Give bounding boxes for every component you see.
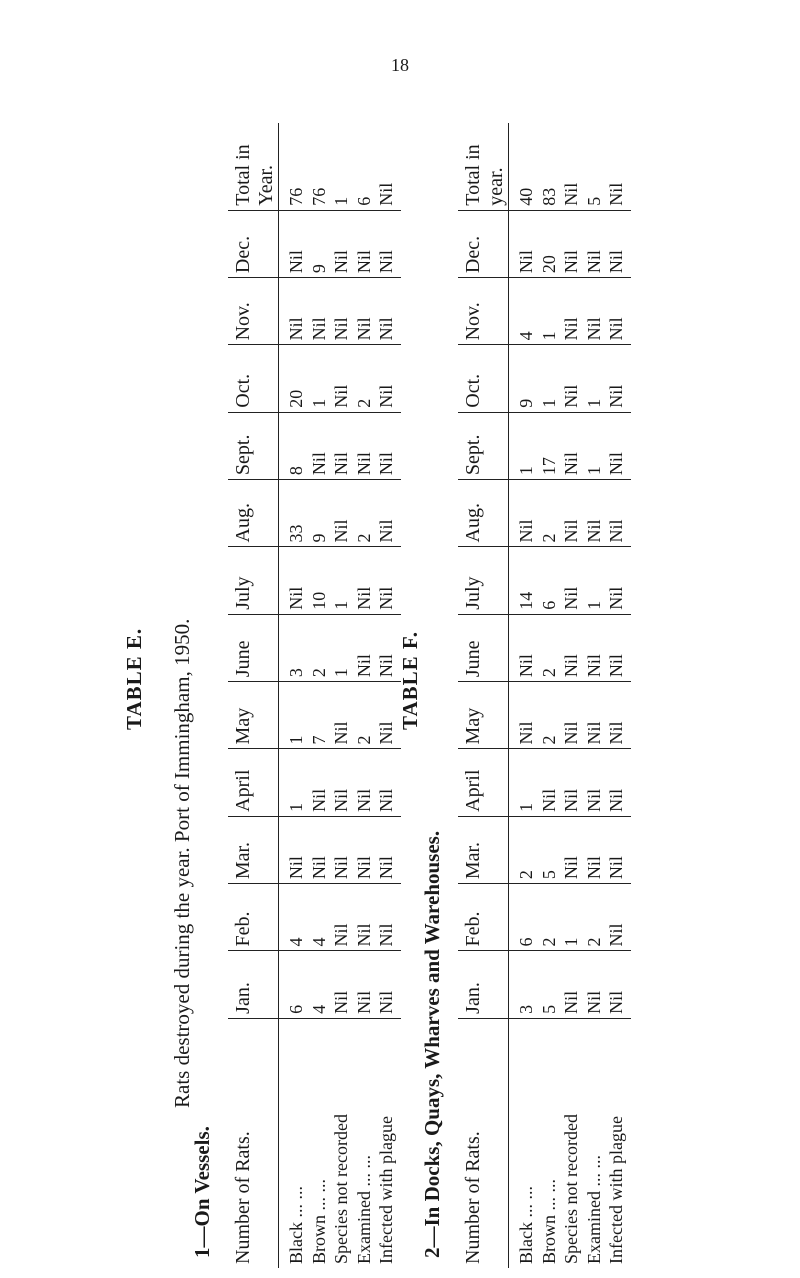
table-cell: Nil <box>583 856 604 880</box>
table-cell: Nil <box>376 250 396 274</box>
table-e-col-jan <box>279 951 402 1018</box>
table-f-label: TABLE F. <box>398 630 422 730</box>
table-cell: 7 <box>308 735 329 745</box>
table-e-col-aug <box>279 480 402 547</box>
table-f-header-jan: Jan. <box>458 951 509 1018</box>
rotated-page-content <box>0 118 800 1268</box>
table-cell: Nil <box>606 250 626 274</box>
table-cell: 2 <box>583 937 604 947</box>
table-cell: Nil <box>606 317 626 341</box>
table-f-col-jul <box>509 547 632 614</box>
table-cell: Nil <box>286 856 306 880</box>
table-cell: Nil <box>606 182 626 206</box>
table-cell: 76 <box>308 187 329 206</box>
row-label-black: Black ... ... <box>286 1186 306 1264</box>
table-e-col-dec <box>279 210 402 277</box>
table-cell: 1 <box>516 802 536 812</box>
table-cell: Nil <box>308 452 329 476</box>
table-f-col-aug <box>509 480 632 547</box>
table-e-body-row <box>279 123 402 1268</box>
table-e-col-apr <box>279 749 402 816</box>
table-cell: Nil <box>353 654 374 678</box>
table-f-header-aug: Aug. <box>458 480 509 547</box>
table-e-label: TABLE E. <box>122 627 146 730</box>
row-label-species-not-recorded: Species not recorded <box>331 1114 351 1264</box>
table-cell: Nil <box>606 586 626 610</box>
table-cell: 1 <box>331 668 351 678</box>
table-cell: 2 <box>538 735 559 745</box>
row-label-infected: Infected with plague <box>606 1116 626 1264</box>
table-e-header-total: Total in Year. <box>228 123 279 210</box>
table-e-header-may: May <box>228 682 279 749</box>
table-cell: 1 <box>331 196 351 206</box>
section-2-title: 2—In Docks, Quays, Wharves and Warehouses. <box>420 830 444 1258</box>
table-cell: Nil <box>376 317 396 341</box>
table-cell: Nil <box>331 317 351 341</box>
table-e-col-jul <box>279 547 402 614</box>
table-cell: Nil <box>606 923 626 947</box>
table-cell: Nil <box>516 654 536 678</box>
table-f-header-row <box>458 123 509 1268</box>
table-cell: 76 <box>286 187 306 206</box>
table-cell: Nil <box>376 856 396 880</box>
table-cell: 1 <box>583 398 604 408</box>
table-e-caption: Rats destroyed during the year. Port of Immingham, 1950. <box>170 618 194 1108</box>
table-cell: 40 <box>516 187 536 206</box>
table-cell: 1 <box>286 802 306 812</box>
table-cell: 6 <box>538 600 559 610</box>
table-cell: 1 <box>331 600 351 610</box>
table-cell: Nil <box>353 856 374 880</box>
table-cell: Nil <box>583 654 604 678</box>
table-f-col-apr <box>509 749 632 816</box>
table-f-col-dec <box>509 210 632 277</box>
table-cell: Nil <box>308 788 329 812</box>
table-cell: Nil <box>331 250 351 274</box>
table-cell: Nil <box>331 384 351 408</box>
table-cell: Nil <box>606 856 626 880</box>
table-cell: 2 <box>353 735 374 745</box>
table-cell: 20 <box>286 389 306 408</box>
table-cell: 1 <box>286 735 306 745</box>
table-f-col-sep <box>509 412 632 479</box>
table-cell: 3 <box>516 1004 536 1014</box>
table-cell: 3 <box>286 668 306 678</box>
table-cell: Nil <box>516 250 536 274</box>
table-e-header-jul: July <box>228 547 279 614</box>
table-f-header-sep: Sept. <box>458 412 509 479</box>
table-cell: Nil <box>376 586 396 610</box>
table-e-row-labels <box>279 1018 402 1268</box>
table-f-header-dec: Dec. <box>458 210 509 277</box>
table-e-header-nov: Nov. <box>228 278 279 345</box>
table-e-col-total <box>279 123 402 210</box>
table-cell: Nil <box>561 721 581 745</box>
table-cell: Nil <box>561 856 581 880</box>
table-e-header-oct: Oct. <box>228 345 279 412</box>
table-e-header-apr: April <box>228 749 279 816</box>
table-cell: 33 <box>286 524 306 543</box>
table-e-col-sep <box>279 412 402 479</box>
table-cell: 1 <box>538 398 559 408</box>
table-cell: Nil <box>583 990 604 1014</box>
table-e-header-row <box>228 123 279 1268</box>
table-cell: Nil <box>583 788 604 812</box>
table-cell: Nil <box>376 788 396 812</box>
table-cell: Nil <box>376 519 396 543</box>
table-cell: Nil <box>538 788 559 812</box>
table-f-col-jun <box>509 614 632 681</box>
table-f-header-nov: Nov. <box>458 278 509 345</box>
table-cell: Nil <box>331 788 351 812</box>
table-cell: Nil <box>376 923 396 947</box>
table-cell: Nil <box>331 452 351 476</box>
table-cell: 9 <box>308 533 329 543</box>
table-e-col-oct <box>279 345 402 412</box>
table-cell: 5 <box>538 1004 559 1014</box>
table-f-header-may: May <box>458 682 509 749</box>
table-f-col-feb <box>509 884 632 951</box>
row-label-species-not-recorded: Species not recorded <box>561 1114 581 1264</box>
table-cell: Nil <box>583 250 604 274</box>
table-cell: Nil <box>376 654 396 678</box>
table-e-header-jun: June <box>228 614 279 681</box>
table-cell: Nil <box>606 452 626 476</box>
table-cell: Nil <box>516 721 536 745</box>
table-f-body-row <box>509 123 632 1268</box>
table-e-header-dec: Dec. <box>228 210 279 277</box>
table-e-col-feb <box>279 884 402 951</box>
table-f-col-jan <box>509 951 632 1018</box>
table-e-vessels <box>228 123 401 1268</box>
table-cell: Nil <box>331 856 351 880</box>
table-cell: Nil <box>286 250 306 274</box>
page-number: 18 <box>391 55 409 75</box>
table-cell: Nil <box>583 721 604 745</box>
table-cell: 5 <box>538 870 559 880</box>
table-cell: Nil <box>561 250 581 274</box>
table-f-header-oct: Oct. <box>458 345 509 412</box>
row-label-infected: Infected with plague <box>376 1116 396 1264</box>
table-cell: Nil <box>353 990 374 1014</box>
table-cell: 1 <box>308 398 329 408</box>
table-cell: Nil <box>286 586 306 610</box>
table-cell: Nil <box>606 519 626 543</box>
row-label-examined: Examined ... ... <box>583 1155 604 1264</box>
table-cell: 20 <box>538 255 559 274</box>
table-cell: Nil <box>561 317 581 341</box>
table-e-header-sep: Sept. <box>228 412 279 479</box>
table-e-header-label: Number of Rats. <box>228 1018 279 1268</box>
table-cell: 9 <box>308 264 329 274</box>
table-cell: Nil <box>353 586 374 610</box>
table-e-header-aug: Aug. <box>228 480 279 547</box>
table-cell: 5 <box>583 196 604 206</box>
row-label-brown: Brown ... ... <box>308 1179 329 1264</box>
table-cell: 4 <box>308 1004 329 1014</box>
table-e-col-nov <box>279 278 402 345</box>
table-cell: Nil <box>606 384 626 408</box>
table-cell: 1 <box>516 466 536 476</box>
table-e-header-feb: Feb. <box>228 884 279 951</box>
row-label-black: Black ... ... <box>516 1186 536 1264</box>
table-f-row-labels <box>509 1018 632 1268</box>
table-cell: Nil <box>561 586 581 610</box>
table-f-col-oct <box>509 345 632 412</box>
table-cell: Nil <box>561 519 581 543</box>
table-cell: Nil <box>376 990 396 1014</box>
table-cell: Nil <box>331 923 351 947</box>
table-cell: 83 <box>538 187 559 206</box>
table-cell: 6 <box>286 1004 306 1014</box>
table-cell: 4 <box>286 937 306 947</box>
row-label-brown: Brown ... ... <box>538 1179 559 1264</box>
table-cell: Nil <box>606 654 626 678</box>
table-cell: Nil <box>353 317 374 341</box>
table-cell: Nil <box>376 721 396 745</box>
table-cell: Nil <box>561 990 581 1014</box>
table-e-col-may <box>279 682 402 749</box>
table-f-header-apr: April <box>458 749 509 816</box>
table-cell: Nil <box>331 721 351 745</box>
table-cell: Nil <box>583 519 604 543</box>
table-cell: 1 <box>583 600 604 610</box>
table-cell: 4 <box>308 937 329 947</box>
table-cell: Nil <box>308 856 329 880</box>
table-cell: 2 <box>538 533 559 543</box>
table-cell: 6 <box>353 196 374 206</box>
table-f-col-may <box>509 682 632 749</box>
table-cell: Nil <box>516 519 536 543</box>
table-cell: 10 <box>308 591 329 610</box>
table-cell: Nil <box>376 452 396 476</box>
table-e-col-jun <box>279 614 402 681</box>
table-f-header-feb: Feb. <box>458 884 509 951</box>
table-cell: 8 <box>286 466 306 476</box>
table-cell: Nil <box>376 384 396 408</box>
table-cell: 2 <box>353 533 374 543</box>
table-cell: 14 <box>516 591 536 610</box>
table-f-header-label: Number of Rats. <box>458 1018 509 1268</box>
section-1-title: 1—On Vessels. <box>190 1126 214 1258</box>
table-cell: 1 <box>561 937 581 947</box>
table-f-col-total <box>509 123 632 210</box>
table-cell: Nil <box>583 317 604 341</box>
table-cell: 4 <box>516 331 536 341</box>
table-e-header-mar: Mar. <box>228 816 279 883</box>
table-cell: 2 <box>353 398 374 408</box>
table-cell: Nil <box>561 654 581 678</box>
table-cell: 2 <box>516 870 536 880</box>
table-cell: Nil <box>353 250 374 274</box>
table-cell: Nil <box>561 452 581 476</box>
table-cell: Nil <box>286 317 306 341</box>
table-cell: 1 <box>583 466 604 476</box>
table-cell: Nil <box>308 317 329 341</box>
table-cell: 2 <box>308 668 329 678</box>
table-cell: Nil <box>331 519 351 543</box>
table-cell: Nil <box>376 182 396 206</box>
row-label-examined: Examined ... ... <box>353 1155 374 1264</box>
table-cell: Nil <box>353 923 374 947</box>
table-f-header-jun: June <box>458 614 509 681</box>
table-e-header-jan: Jan. <box>228 951 279 1018</box>
table-f-docks <box>458 123 631 1268</box>
table-f-col-mar <box>509 816 632 883</box>
table-cell: Nil <box>561 182 581 206</box>
table-f-header-total: Total in year. <box>458 123 509 210</box>
table-cell: Nil <box>353 788 374 812</box>
table-cell: Nil <box>606 788 626 812</box>
table-cell: 6 <box>516 937 536 947</box>
table-cell: Nil <box>331 990 351 1014</box>
table-cell: Nil <box>561 788 581 812</box>
table-e-col-mar <box>279 816 402 883</box>
table-cell: 2 <box>538 668 559 678</box>
table-f-header-jul: July <box>458 547 509 614</box>
table-cell: 17 <box>538 457 559 476</box>
table-cell: Nil <box>606 721 626 745</box>
table-cell: 2 <box>538 937 559 947</box>
table-f-col-nov <box>509 278 632 345</box>
table-cell: 1 <box>538 331 559 341</box>
table-cell: Nil <box>561 384 581 408</box>
table-cell: Nil <box>353 452 374 476</box>
table-f-header-mar: Mar. <box>458 816 509 883</box>
table-cell: 9 <box>516 398 536 408</box>
table-cell: Nil <box>606 990 626 1014</box>
